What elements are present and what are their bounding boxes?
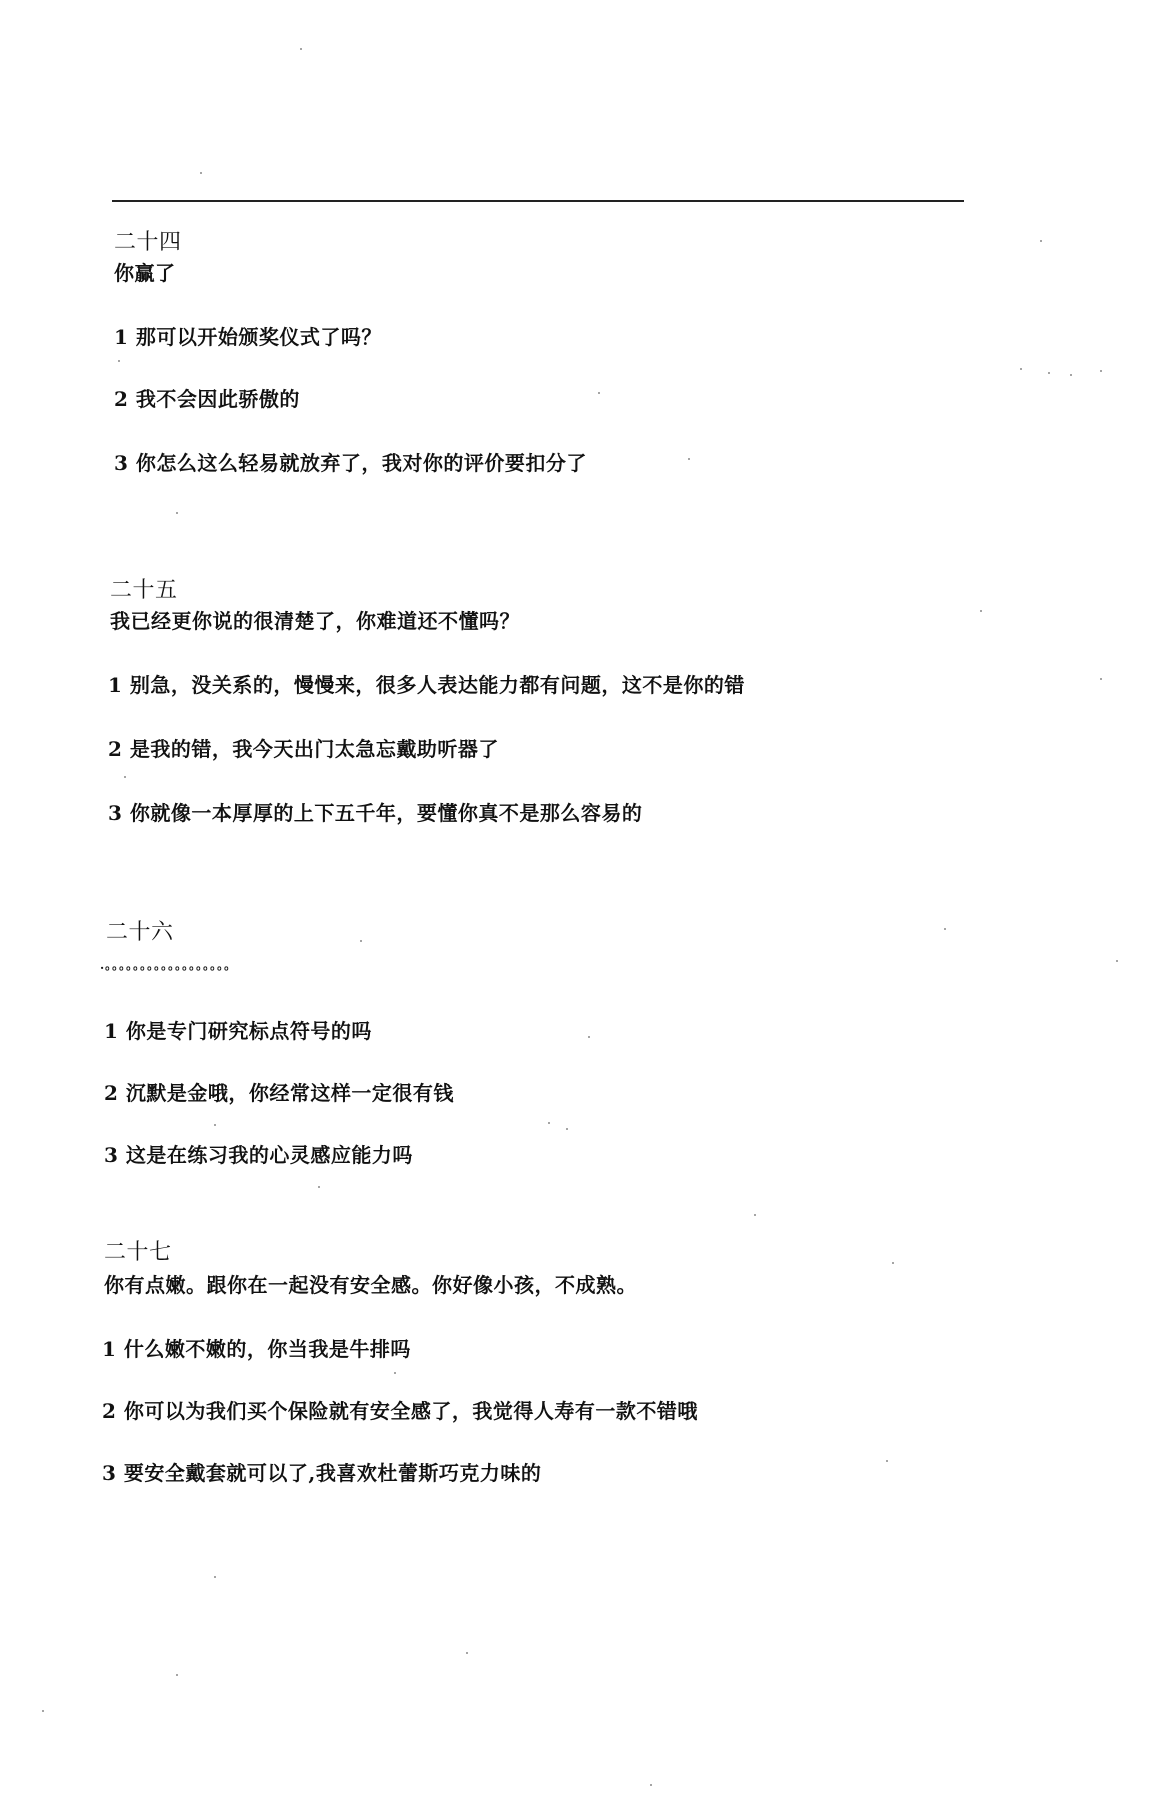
scan-speck [200,172,202,174]
scan-speck [1070,374,1072,376]
option-item: 2 你可以为我们买个保险就有安全感了，我觉得人寿有一款不错哦 [102,1399,698,1423]
scan-speck [1100,678,1102,680]
option-item: 1 什么嫩不嫩的，你当我是牛排吗 [102,1337,411,1361]
section-prompt: 你赢了 [114,261,176,285]
scan-speck [466,1652,468,1654]
scan-speck [1100,370,1102,372]
scan-speck [300,48,302,50]
scan-speck [886,1460,888,1462]
scan-speck [566,1128,568,1130]
option-item: 3 你就像一本厚厚的上下五千年，要懂你真不是那么容易的 [108,801,643,825]
top-divider [112,200,964,202]
option-item: 2 我不会因此骄傲的 [114,387,300,411]
option-item: 3 要安全戴套就可以了,我喜欢杜蕾斯巧克力味的 [102,1461,542,1485]
scan-speck [1048,372,1050,374]
scan-speck [176,512,178,514]
scan-speck [214,1576,216,1578]
scan-speck [588,1036,590,1038]
section-heading: 二十六 [106,920,174,945]
option-item: 1 你是专门研究标点符号的吗 [104,1019,372,1043]
scan-speck [598,392,600,394]
scan-speck [394,1372,396,1374]
option-item: 1 那可以开始颁奖仪式了吗？ [114,325,382,349]
scan-speck [1040,240,1042,242]
scan-speck [944,928,946,930]
scan-speck [176,1674,178,1676]
scan-speck [214,1124,216,1126]
option-item: 3 这是在练习我的心灵感应能力吗 [104,1143,413,1167]
section-heading: 二十五 [110,578,178,603]
option-item: 3 你怎么这么轻易就放弃了，我对你的评价要扣分了 [114,451,587,475]
scan-speck [892,1262,894,1264]
scan-speck [360,940,362,942]
scan-speck [42,1710,44,1712]
option-item: 2 是我的错，我今天出门太急忘戴助听器了 [108,737,499,761]
scan-speck [124,776,126,778]
scan-speck [548,1122,550,1124]
section-prompt: .。。。。。。。。。。。。。。。。。。 [100,958,238,972]
option-item: 2 沉默是金哦，你经常这样一定很有钱 [104,1081,454,1105]
scan-speck [980,610,982,612]
scan-speck [1116,960,1118,962]
scan-speck [650,1784,652,1786]
scan-speck [754,1214,756,1216]
scan-speck [318,1186,320,1188]
scan-speck [1020,368,1022,370]
scan-speck [688,458,690,460]
section-heading: 二十七 [104,1240,172,1265]
option-item: 1 别急，没关系的，慢慢来，很多人表达能力都有问题，这不是你的错 [108,673,745,697]
scan-speck [118,360,120,362]
section-prompt: 我已经更你说的很清楚了，你难道还不懂吗？ [110,609,520,633]
section-prompt: 你有点嫩。跟你在一起没有安全感。你好像小孩，不成熟。 [104,1273,637,1297]
section-heading: 二十四 [114,230,182,255]
